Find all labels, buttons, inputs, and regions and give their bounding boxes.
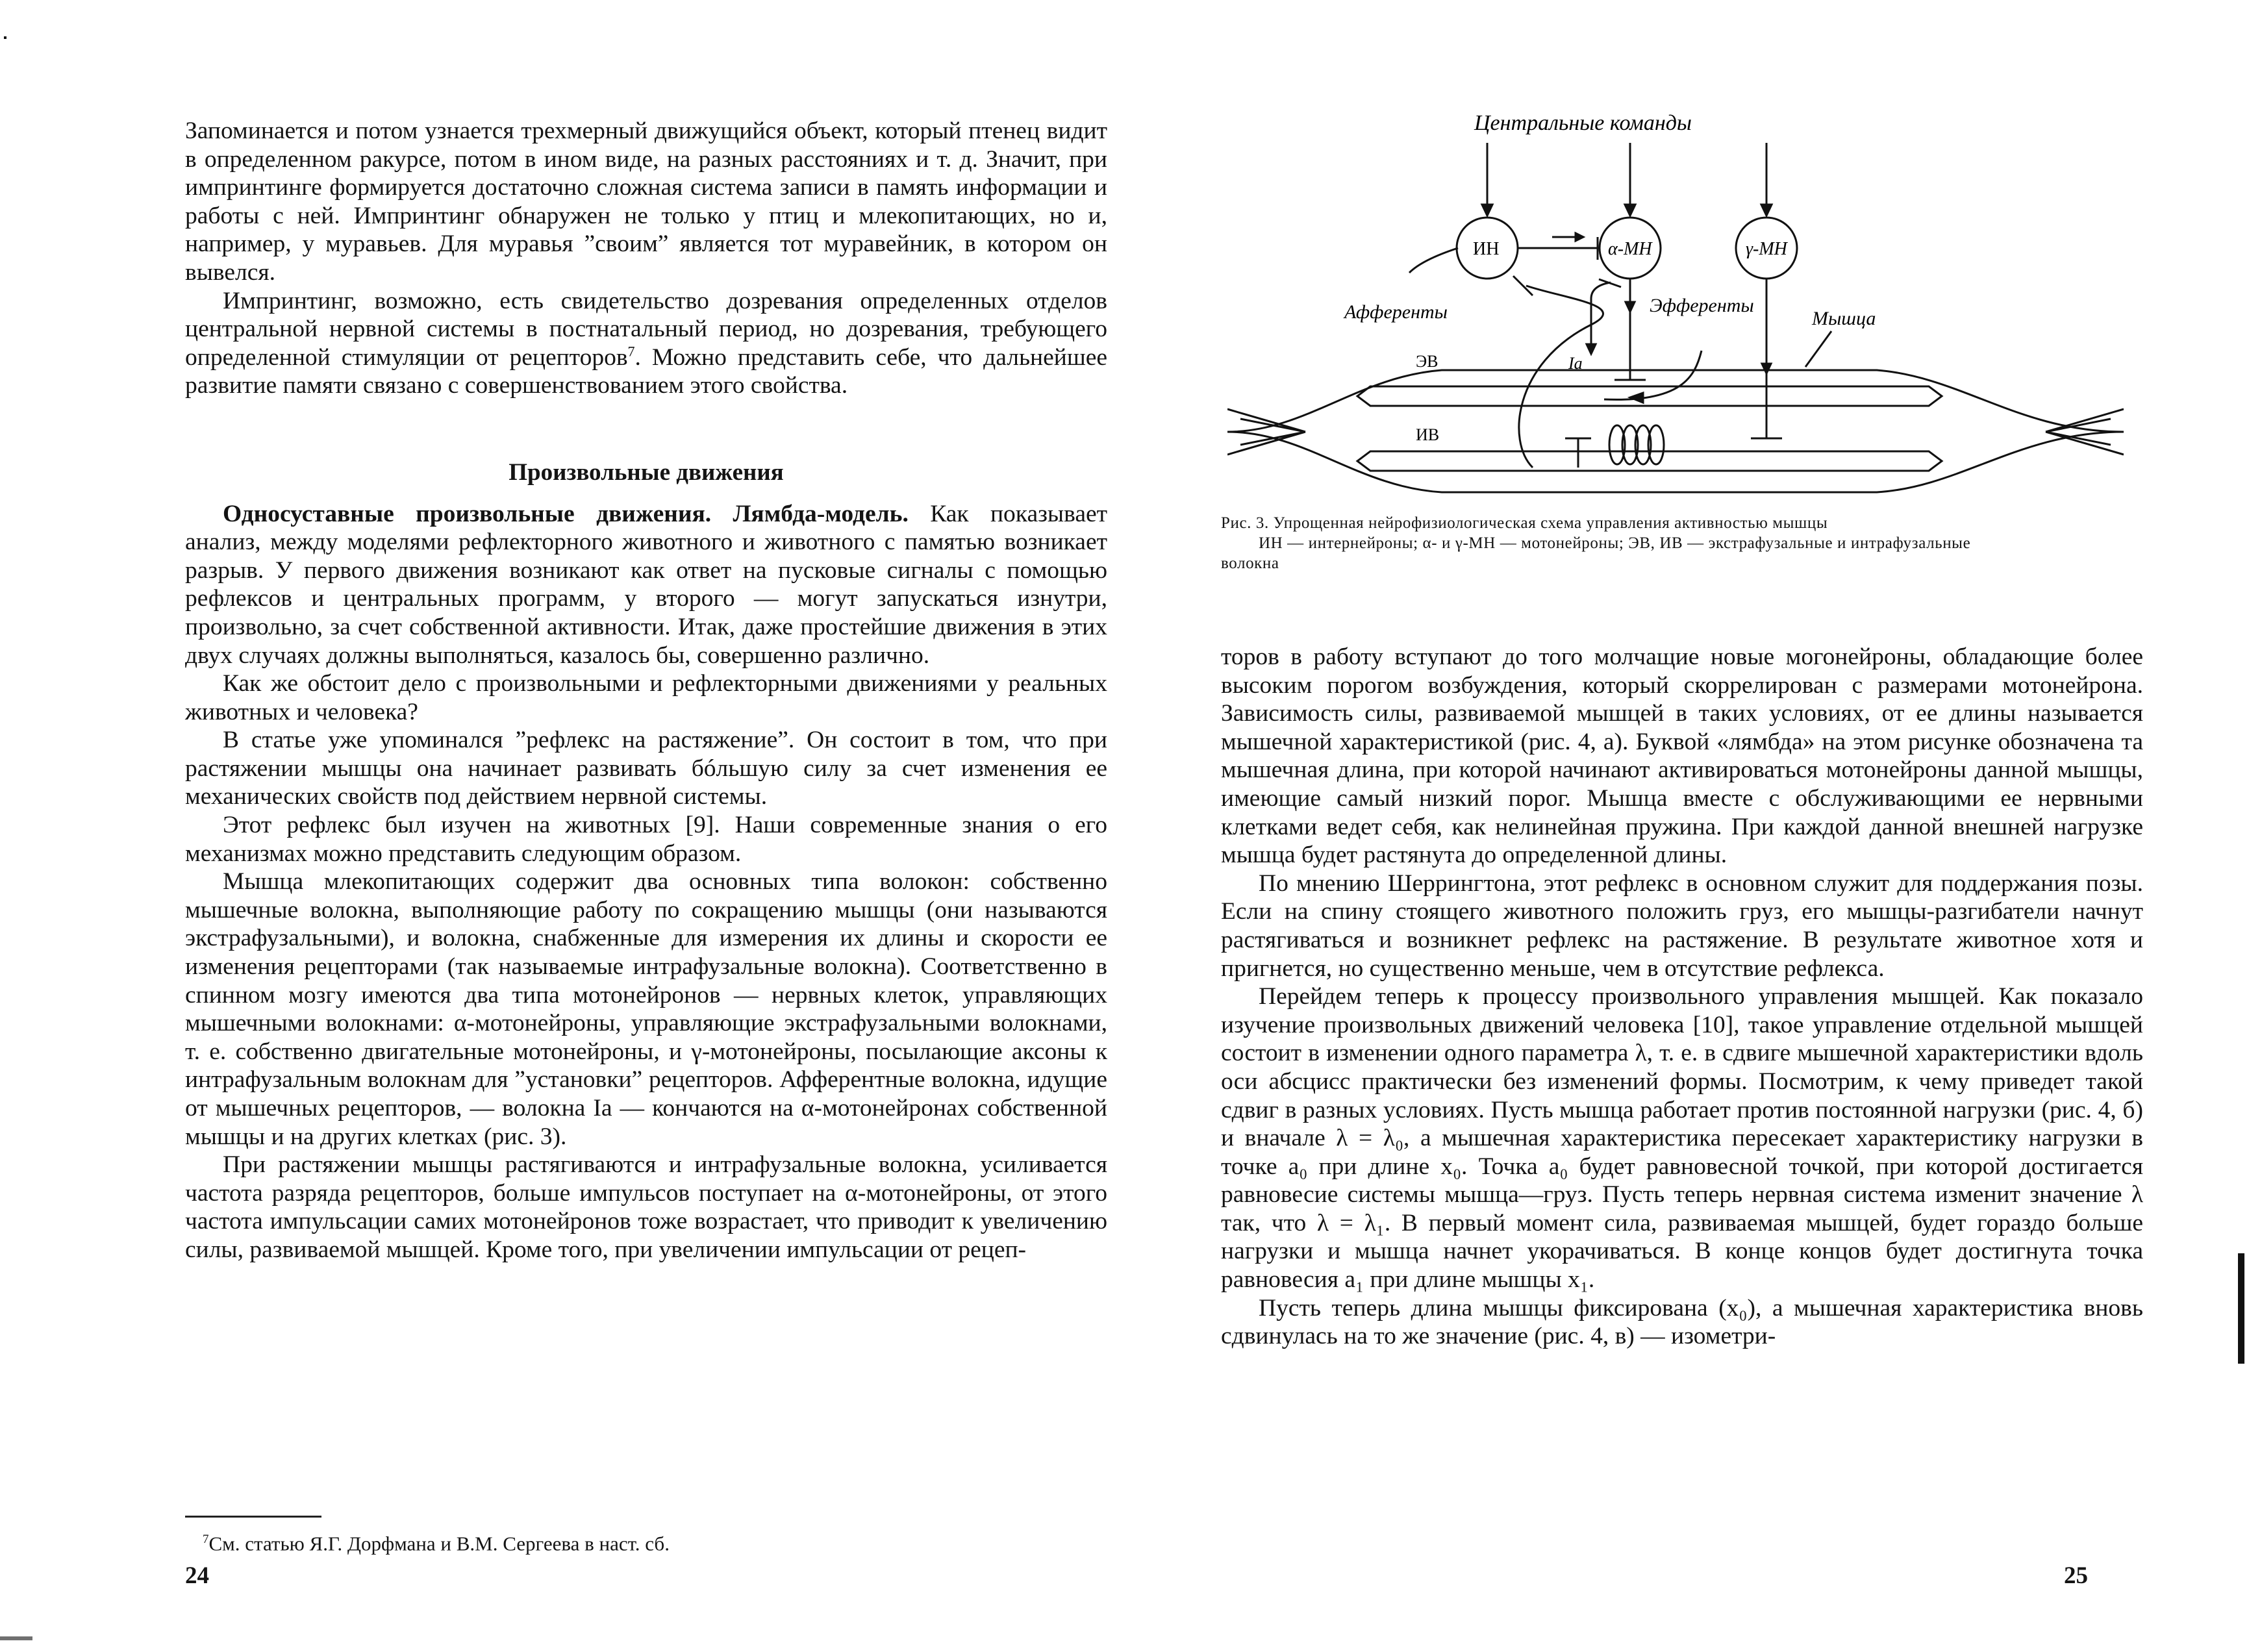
scan-mark (0, 1636, 32, 1640)
caption-line: волокна (1221, 555, 1279, 572)
page-number-left: 24 (185, 1562, 209, 1589)
footnote: $^7$См. статью Я.Г. Дорфмана и В.М. Сергеева в наст. сб. (203, 1532, 670, 1555)
label-ev: ЭВ (1416, 352, 1439, 371)
left-page-column (185, 117, 1107, 1264)
footnote-rule (185, 1516, 321, 1518)
page-number-right: 25 (2064, 1562, 2088, 1589)
paragraph: Запоминается и потом узнается трехмерный движущийся объект, который птенец видит в определенном ракурсе, потом в ином виде, на разных расстояниях и т. д. Значит, при импринтинге формируется достаточно сложная система записи в память информации и работы с ней. Импринтинг обнаружен не только у птиц и млекопитающих, но и, например, у муравьев. Для муравья ”своим” является тот муравейник, в котором он вывелся. (185, 118, 1107, 286)
paragraph: Как же обстоит дело с произвольными и рефлекторными движениями у реальных животных и человека? (185, 670, 1107, 725)
label-iv: ИВ (1416, 425, 1440, 444)
paragraph: При растяжении мышцы растягиваются и интрафузальные волокна, усиливается частота разряда рецепторов, больше импульсов поступает на α-мотонейроны, от этого частота импульсации самих мотонейронов тоже возрастает, что приводит к увеличению силы, развиваемой мышцей. Кроме того, при увеличении импульсации от рецеп- (185, 1151, 1107, 1263)
paragraph: Импринтинг, возможно, есть свидетельство дозревания определенных отделов центральной нервной системы в постнатальный период, но дозревания, требующего определенной стимуляции от рецепторов$^7$. Можно представить себе, что дальнейшее развитие памяти связано с совершенствованием этого свойства. (185, 287, 1107, 399)
footnote-marker: 7 (627, 343, 635, 360)
paragraph: Пусть теперь длина мышцы фиксирована (x₀), а мышечная характеристика вновь сдвинулась на то же значение (рис. 4, в) — изометри- (1221, 1294, 2143, 1350)
caption-line: Рис. 3. Упрощенная нейрофизиологическая схема управления активностью мышцы (1221, 514, 1828, 532)
scan-mark (2238, 1253, 2244, 1364)
neuron-in: ИН (1473, 239, 1500, 259)
label-efferents: Эфференты (1650, 295, 1754, 316)
paragraph: По мнению Шеррингтона, этот рефлекс в основном служит для поддержания позы. Если на спину стоящего животного положить груз, его мышцы-разгибатели начнут растягиваться и возникнет рефлекс на растяжение. В результате животное хотя и пригнется, но существенно меньше, чем в отсутствие рефлекса. (1221, 870, 2143, 982)
neuron-gamma: γ-МН (1746, 239, 1787, 259)
label-ia: Ia (1568, 354, 1583, 373)
figure-title: Центральные команды (1474, 111, 1692, 135)
neuro-diagram (1227, 104, 2124, 494)
caption-line: ИН — интернейроны; α- и γ-МН — мотонейроны; ЭВ, ИВ — экстрафузальные и интрафузальные (1259, 534, 1971, 552)
paragraph: торов в работу вступают до того молчащие новые могонейроны, обладающие более высоким порогом возбуждения, который скоррелирован с размерами мотонейрона. Зависимость силы, развиваемой мышцей в таких условиях, от ее длины называется мышечной характеристикой (рис. 4, а). Буквой «лямбда» на этом рисунке обозначена та мышечная длина, при которой начинают активироваться мотонейроны данной мышцы, имеющие самый низкий порог. Мышца вместе с обслуживающими ее нервными клетками ведет себя, как нелинейная пружина. При каждой данной внешней нагрузке мышца будет растянута до определенной длины. (1221, 644, 2143, 869)
run-in-heading: Односуставные произвольные движения. Лямбда-модель. (223, 500, 909, 527)
paragraph: Перейдем теперь к процессу произвольного управления мышцей. Как показало изучение произвольных движений человека [10], такое управление отдельной мышцей состоит в изменении одного параметра λ, т. е. в сдвиге мышечной характеристики вдоль оси абсцисс практически без изменений формы. Посмотрим, к чему приведет такой сдвиг в разных условиях. Пусть мышца работает против постоянной нагрузки (рис. 4, б) и вначале λ = λ₀, а мышечная характеристика пересекает характеристику нагрузки в точке a₀ при длине x₀. Точка a₀ будет равновесной точкой, при которой достигается равновесие системы мышца—груз. Пусть теперь нервная система изменит значение λ так, что λ = λ₁. В первый момент сила, развиваемая мышцей, будет гораздо больше нагрузки и мышца начнет укорачиваться. В конце концов будет достигнута точка равновесия a₁ при длине мышцы x₁. (1221, 983, 2143, 1294)
right-page-column (1221, 643, 2143, 1351)
label-afferents: Афференты (1344, 301, 1448, 323)
paragraph: Этот рефлекс был изучен на животных [9]. Наши современные знания о его механизмах можно представить следующим образом. (185, 812, 1107, 867)
paragraph: Односуставные произвольные движения. Лямбда-модель. Как показывает анализ, между моделями рефлекторного животного и животного с памятью возникает разрыв. У первого движения возникают как ответ на пусковые сигналы с помощью рефлексов и центральных программ, у второго — могут запускаться изнутри, произвольно, за счет собственной активности. Итак, даже простейшие движения в этих двух случаях должны выполняться, казалось бы, совершенно различно. (185, 500, 1107, 669)
paragraph: В статье уже упоминался ”рефлекс на растяжение”. Он состоит в том, что при растяжении мышцы она начинает развивать бóльшую силу за счет изменения ее механических свойств под действием нервной системы. (185, 727, 1107, 810)
figure-caption (1221, 513, 2143, 573)
label-muscle: Мышца (1812, 308, 1876, 329)
section-heading: Произвольные движения (509, 458, 784, 486)
scan-mark (4, 36, 6, 39)
neuron-alpha: α-МН (1608, 239, 1652, 259)
paragraph: Мышца млекопитающих содержит два основных типа волокон: собственно мышечные волокна, выполняющие работу по сокращению мышцы (они называются экстрафузальными), и волокна, снабженные для измерения их длины и скорости ее изменения рецепторами (так называемые интрафузальные волокна). Соответственно в спинном мозгу имеются два типа мотонейронов — нервных клеток, управляющих мышечными волокнами: α-мотонейроны, управляющие экстрафузальными волокнами, т. е. собственно двигательные мотонейроны, и γ-мотонейроны, посылающие аксоны к интрафузальным волокнам для ”установки” рецепторов. Афферентные волокна, идущие от мышечных рецепторов, — волокна Ia — кончаются на α-мотонейронах собственной мышцы и на других клетках (рис. 3). (185, 868, 1107, 1150)
